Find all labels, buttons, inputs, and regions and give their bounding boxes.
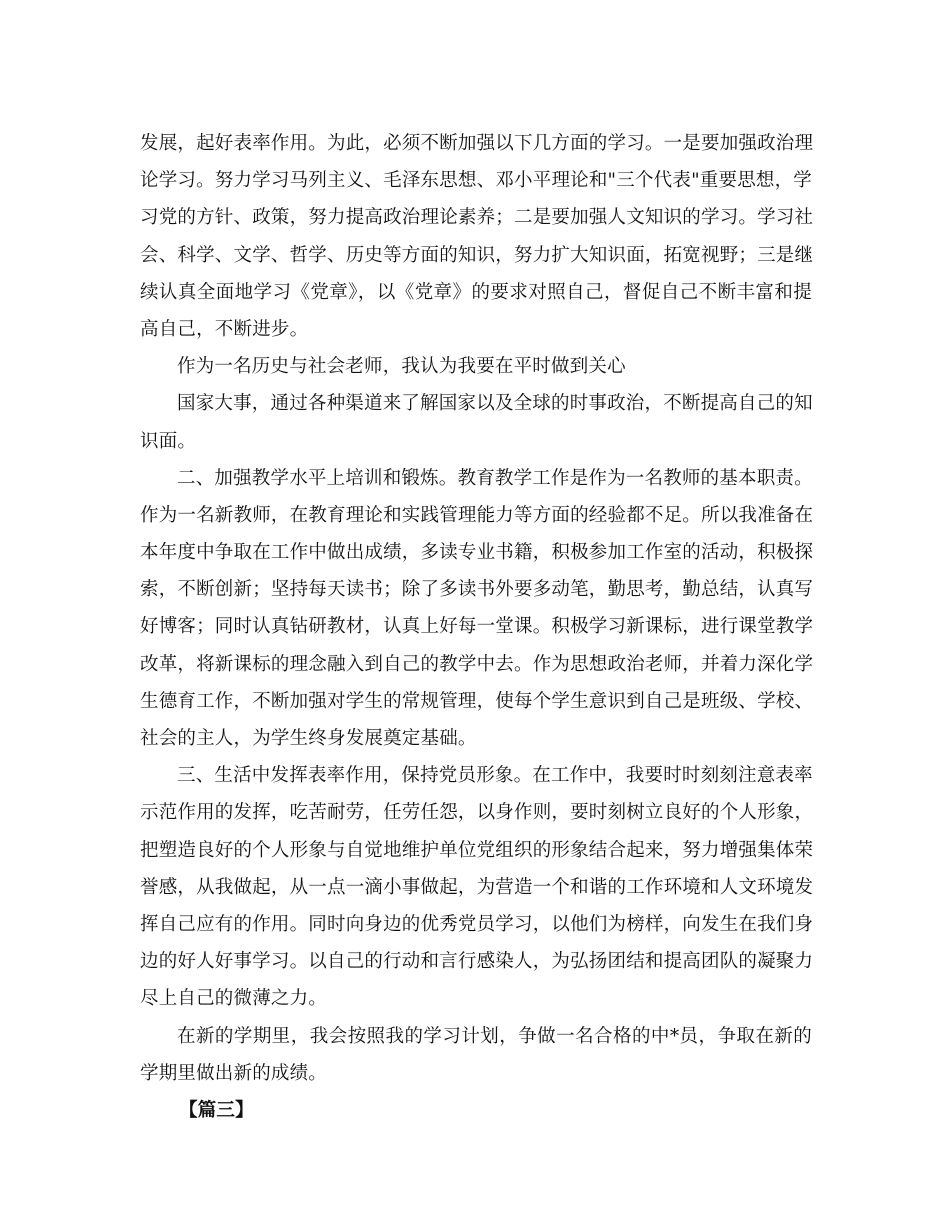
paragraph-teaching-training <box>140 460 812 758</box>
text-line: 高自己，不断进步。 <box>140 318 309 340</box>
text-line: 作为一名历史与社会老师，我认为我要在平时做到关心 <box>177 356 626 378</box>
text-line: 边的好人好事学习。以自己的行动和言行感染人，为弘扬团结和提高团队的凝聚力 <box>140 951 814 973</box>
paragraph-study-aspects <box>140 125 812 348</box>
section-label: 【篇三】 <box>179 1099 254 1121</box>
text-line: 识面。 <box>140 430 197 452</box>
text-line: 生德育工作，不断加强对学生的常规管理，使每个学生意识到自己是班级、学校、 <box>140 690 814 712</box>
text-line: 尽上自己的微薄之力。 <box>140 988 328 1010</box>
text-line: 发展，起好表率作用。为此，必须不断加强以下几方面的学习。一是要加强政治理 <box>140 133 814 154</box>
text-line: 二、加强教学水平上培训和锻炼。教育教学工作是作为一名教师的基本职责。 <box>177 467 813 489</box>
text-line: 三、生活中发挥表率作用，保持党员形象。在工作中，我要时时刻刻注意表率 <box>177 765 813 787</box>
text-line: 论学习。努力学习马列主义、毛泽东思想、邓小平理论和"三个代表"重要思想，学 <box>140 170 812 192</box>
text-line: 挥自己应有的作用。同时向身边的优秀党员学习，以他们为榜样，向发生在我们身 <box>140 913 814 935</box>
text-line: 改革，将新课标的理念融入到自己的教学中去。作为思想政治老师，并着力深化学 <box>140 653 814 675</box>
paragraph-exemplary-role <box>140 757 812 1017</box>
paragraph-teacher-role <box>140 348 812 385</box>
text-line: 誉感，从我做起，从一点一滴小事做起，为营造一个和谐的工作环境和人文环境发 <box>140 876 814 898</box>
paragraph-national-affairs <box>140 385 812 459</box>
text-line: 好博客；同时认真钻研教材，认真上好每一堂课。积极学习新课标，进行课堂教学 <box>140 616 814 638</box>
text-line: 学期里做出新的成绩。 <box>140 1062 328 1084</box>
text-line: 索，不断创新；坚持每天读书；除了多读书外要多动笔，勤思考，勤总结，认真写 <box>140 579 814 601</box>
paragraph-new-semester <box>140 1018 812 1092</box>
text-line: 习党的方针、政策，努力提高政治理论素养；二是要加强人文知识的学习。学习社 <box>140 207 814 229</box>
text-line: 国家大事，通过各种渠道来了解国家以及全球的时事政治，不断提高自己的知 <box>177 393 813 415</box>
text-line: 示范作用的发挥，吃苦耐劳，任劳任怨，以身作则，要时刻树立良好的个人形象， <box>140 802 814 824</box>
text-line: 把塑造良好的个人形象与自觉地维护单位党组织的形象结合起来，努力增强集体荣 <box>140 839 814 861</box>
text-line: 社会的主人，为学生终身发展奠定基础。 <box>140 728 477 749</box>
text-line: 本年度中争取在工作中做出成绩，多读专业书籍，积极参加工作室的活动，积极探 <box>140 542 814 564</box>
text-line: 作为一名新教师，在教育理论和实践管理能力等方面的经验都不足。所以我准备在 <box>140 504 814 526</box>
text-line: 续认真全面地学习《党章》，以《党章》的要求对照自己，督促自己不断丰富和提 <box>140 281 812 303</box>
text-line: 会、科学、文学、哲学、历史等方面的知识，努力扩大知识面，拓宽视野；三是继 <box>140 244 814 266</box>
text-line: 在新的学期里，我会按照我的学习计划，争做一名合格的中*员，争取在新的 <box>177 1025 812 1047</box>
document-body <box>140 125 812 1129</box>
